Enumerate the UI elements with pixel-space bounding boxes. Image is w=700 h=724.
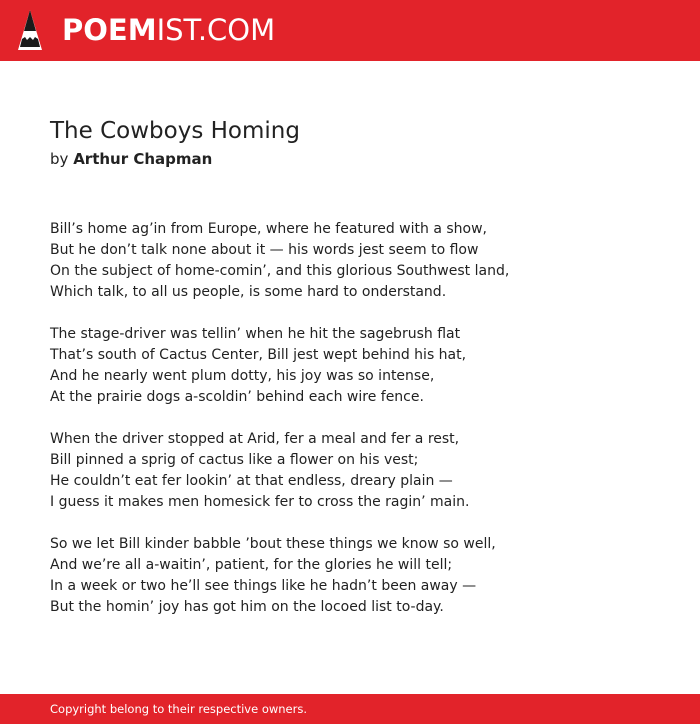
- poem-line: At the prairie dogs a-scoldin’ behind each wire fence.: [50, 389, 424, 405]
- stanza: [50, 429, 650, 513]
- poem-line: The stage-driver was tellin’ when he hit the sagebrush flat: [50, 326, 461, 342]
- poem-line: On the subject of home-comin’, and this glorious Southwest land,: [50, 263, 510, 279]
- poem-line: And he nearly went plum dotty, his joy was so intense,: [50, 368, 435, 384]
- poem-line: He couldn’t eat fer lookin’ at that endless, dreary plain —: [50, 473, 453, 489]
- site-header: [0, 0, 700, 61]
- brand-bold: POEM: [62, 13, 157, 47]
- site-logo-text[interactable]: [62, 12, 275, 48]
- poem-line: In a week or two he’ll see things like he hadn’t been away —: [50, 578, 477, 594]
- poem-line: When the driver stopped at Arid, fer a meal and fer a rest,: [50, 431, 460, 447]
- stanza: [50, 324, 650, 408]
- poem-line: But he don’t talk none about it — his words jest seem to flow: [50, 242, 479, 258]
- poem-line: That’s south of Cactus Center, Bill jest wept behind his hat,: [50, 347, 467, 363]
- author-name: Arthur Chapman: [73, 150, 213, 168]
- poem-title: The Cowboys Homing: [50, 118, 300, 144]
- poem-line: I guess it makes men homesick fer to cross the ragin’ main.: [50, 494, 470, 510]
- poem-line: And we’re all a-waitin’, patient, for the glories he will tell;: [50, 557, 453, 573]
- byline: [50, 149, 212, 169]
- by-label: by: [50, 150, 69, 168]
- poem-line: Bill’s home ag’in from Europe, where he featured with a show,: [50, 221, 487, 237]
- stanza: [50, 534, 650, 618]
- poem-line: Which talk, to all us people, is some hard to onderstand.: [50, 284, 447, 300]
- poem-line: But the homin’ joy has got him on the locoed list to-day.: [50, 599, 444, 615]
- site-footer: [0, 694, 700, 724]
- poem-body: [50, 219, 650, 639]
- stanza: [50, 219, 650, 303]
- pencil-icon[interactable]: [17, 9, 43, 51]
- poem-line: So we let Bill kinder babble ’bout these things we know so well,: [50, 536, 496, 552]
- brand-light: IST.COM: [156, 13, 276, 47]
- copyright-text: Copyright belong to their respective owners.: [50, 702, 308, 716]
- poem-line: Bill pinned a sprig of cactus like a flower on his vest;: [50, 452, 419, 468]
